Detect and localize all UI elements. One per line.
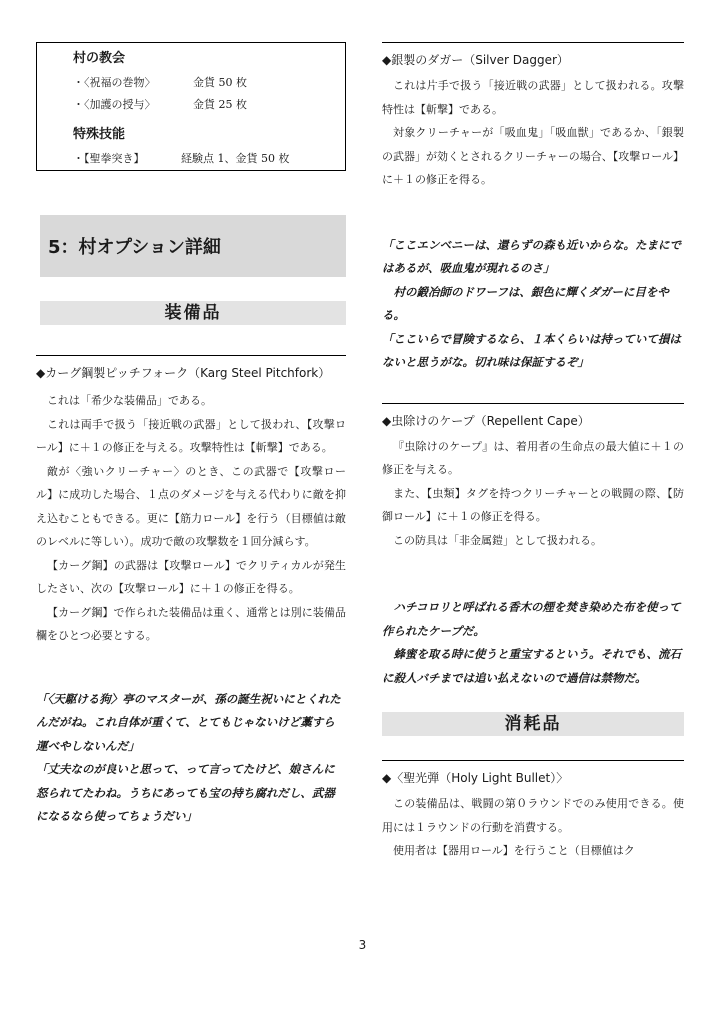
paragraph: 対象クリーチャーが「吸血鬼」「吸血獣」であるか、「銀製の武器」が効くとされるクリーチャーの場合、【攻撃ロール】に＋１の修正を得る。 — [382, 126, 684, 186]
flavor-quote: ハチコロリと呼ばれる香木の煙を焚き染めた布を使って作られたケープだ。 — [382, 600, 681, 638]
paragraph: この防具は「非金属鎧」として扱われる。 — [393, 533, 602, 547]
church-title: 村の教会 — [73, 51, 126, 66]
flavor-quote: 「ここエンベニーは、還らずの森も近いからな。たまにではあるが、吸血鬼が現れるのさ」 — [382, 237, 681, 275]
divider — [382, 42, 684, 43]
paragraph: この装備品は、戦闘の第０ラウンドでのみ使用できる。使用には１ラウンドの行動を消費する。 — [382, 797, 684, 834]
skill-item: ・【聖拳突き】 経験点 1、金貨 50 枚 — [73, 152, 290, 165]
item-heading-holy-bullet: ◆〈聖光弾（Holy Light Bullet）〉 — [382, 771, 569, 785]
page-number: 3 — [358, 938, 367, 952]
divider — [382, 403, 684, 404]
holy-bullet-body — [382, 792, 684, 863]
flavor-quote: 村の鍛冶師のドワーフは、銀色に輝くダガーに目をやる。 — [382, 284, 669, 322]
paragraph: また、【虫類】タグを持つクリーチャーとの戦闘の際、【防御ロール】に＋１の修正を得る。 — [382, 486, 684, 523]
church-item: ・〈加護の授与〉 金貨 25 枚 — [73, 98, 247, 111]
paragraph: 敵が〈強いクリーチャー〉のとき、この武器で【攻撃ロール】に成功した場合、１点のダメージを与える代わりに敵を抑え込むこともできる。更に【筋力ロール】を行う（目標値は敵のレベルに等しい）。成功で敵の攻撃数を１回分減らす。 — [36, 464, 346, 548]
paragraph: 【カーグ鋼】で作られた装備品は重く、通常とは別に装備品欄をひとつ必要とする。 — [36, 605, 346, 642]
divider — [36, 355, 346, 356]
paragraph: 『虫除けのケープ』は、着用者の生命点の最大値に＋１の修正を与える。 — [382, 439, 684, 476]
item-heading-pitchfork: ◆カーグ鋼製ピッチフォーク（Karg Steel Pitchfork） — [36, 366, 331, 380]
dagger-body — [382, 74, 684, 192]
chapter-heading: 5：村オプション詳細 — [40, 215, 346, 277]
paragraph: これは片手で扱う「接近戦の武器」として扱われる。攻撃特性は【斬撃】である。 — [382, 79, 684, 116]
flavor-quote: 「丈夫なのが良いと思って、って言ってたけど、娘さんに怒られてたわね。うちにあっても宝の持ち腐れだし、武器になるなら使ってちょうだい」 — [36, 762, 335, 823]
flavor-quote: 蜂蜜を取る時に使うと重宝するという。それでも、流石に殺人バチまでは追い払えないので過信は禁物だ。 — [382, 647, 681, 685]
right-column — [382, 42, 684, 863]
paragraph: これは両手で扱う「接近戦の武器」として扱われ、【攻撃ロール】に＋１の修正を与える。攻撃特性は【斬撃】である。 — [36, 417, 346, 454]
left-column — [36, 42, 346, 829]
flavor-quote: 「ここいらで冒険するなら、１本くらいは持っていて損はないと思うがな。切れ味は保証するぞ」 — [382, 331, 681, 369]
paragraph: 使用者は【器用ロール】を行うこと（目標値はク — [393, 844, 635, 857]
flavor-quote: 「〈天駆ける狗〉亭のマスターが、孫の誕生祝いにとくれたんだがね。これ自体が重くて、とてもじゃないけど藁すら運べやしないんだ」 — [36, 691, 341, 753]
dagger-flavor — [382, 234, 684, 375]
skill-title: 特殊技能 — [73, 127, 126, 142]
pitchfork-body — [36, 389, 346, 648]
item-heading-cape: ◆虫除けのケープ（Repellent Cape） — [382, 413, 590, 428]
section-consumables: 消耗品 — [382, 712, 684, 736]
section-equipment: 装備品 — [40, 301, 346, 325]
village-shop-box — [36, 42, 346, 171]
pitchfork-flavor — [36, 688, 346, 829]
paragraph: これは「希少な装備品」である。 — [47, 394, 212, 407]
cape-body — [382, 435, 684, 553]
item-heading-dagger: ◆銀製のダガー（Silver Dagger） — [382, 53, 569, 67]
cape-flavor — [382, 596, 684, 690]
paragraph: 【カーグ鋼】の武器は【攻撃ロール】でクリティカルが発生したさい、次の【攻撃ロール】に＋１の修正を得る。 — [36, 558, 346, 595]
divider — [382, 760, 684, 761]
church-item: ・〈祝福の巻物〉 金貨 50 枚 — [73, 76, 247, 89]
